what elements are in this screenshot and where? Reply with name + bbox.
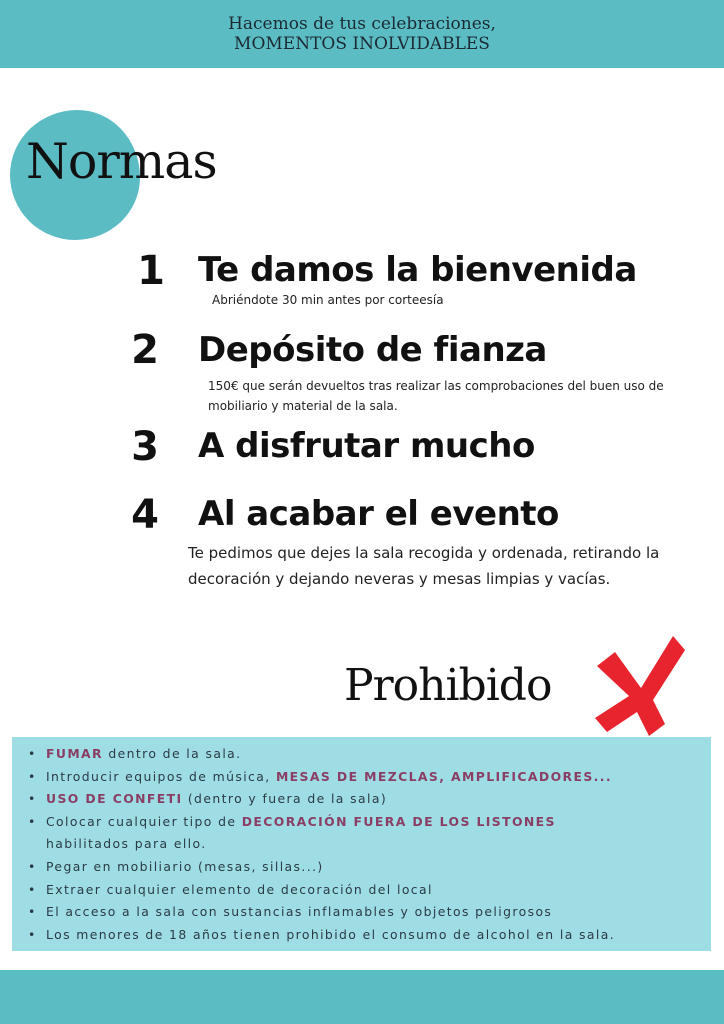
rule-2-description-line-1: 150€ que serán devueltos tras realizar las comprobaciones del buen uso de <box>208 379 664 393</box>
header-band <box>0 0 724 68</box>
prohibido-item-1-text: dentro de la sala. <box>103 746 242 761</box>
prohibido-item-2-highlight: MESAS DE MEZCLAS, AMPLIFICADORES... <box>275 768 612 784</box>
prohibido-item-8-text: Los menores de 18 años tienen prohibido el consumo de alcohol en la sala. <box>46 926 616 942</box>
prohibido-title: Prohibido <box>344 660 552 711</box>
rule-1-description: Abriéndote 30 min antes por corteesía <box>212 293 444 307</box>
prohibido-item-2-text: Introducir equipos de música, <box>46 768 276 784</box>
rule-3-number: 3 <box>131 424 159 470</box>
prohibido-item-4 <box>28 811 711 856</box>
rule-4-description-line-1: Te pedimos que dejes la sala recogida y ordenada, retirando la <box>188 544 660 562</box>
rule-4-number: 4 <box>131 492 159 538</box>
rule-1-number: 1 <box>137 248 165 294</box>
header-line-1: Hacemos de tus celebraciones, <box>228 14 496 34</box>
prohibido-box <box>12 737 711 951</box>
prohibido-item-6 <box>28 879 711 902</box>
prohibido-item-3-text: (dentro y fuera de la sala) <box>182 791 388 807</box>
prohibido-item-5-text: Pegar en mobiliario (mesas, sillas...) <box>46 858 324 874</box>
prohibido-item-4-highlight: DECORACIÓN FUERA DE LOS LISTONES <box>241 813 556 829</box>
rule-4-description <box>188 540 708 592</box>
red-x-icon <box>593 632 685 736</box>
rule-3-title: A disfrutar mucho <box>198 426 535 466</box>
prohibido-item-7-text: El acceso a la sala con sustancias inflamables y objetos peligrosos <box>46 904 553 920</box>
rule-4-description-line-2: decoración y dejando neveras y mesas limpias y vacías. <box>188 570 611 588</box>
prohibido-list <box>12 737 711 946</box>
rule-2-description-line-2: mobiliario y material de la sala. <box>208 399 398 413</box>
prohibido-item-3 <box>28 788 711 811</box>
prohibido-item-4-text: Colocar cualquier tipo de <box>46 813 242 829</box>
rule-4-title: Al acabar el evento <box>198 494 559 534</box>
prohibido-item-2 <box>28 766 711 789</box>
rule-2-number: 2 <box>131 327 159 373</box>
prohibido-item-8 <box>28 924 711 947</box>
normas-title: Normas <box>26 133 217 190</box>
prohibido-item-4-text-2: habilitados para ello. <box>46 836 207 852</box>
prohibido-item-1 <box>28 743 711 766</box>
prohibido-item-1-highlight: FUMAR <box>46 746 103 761</box>
rule-2-title: Depósito de fianza <box>198 330 547 370</box>
footer-band <box>0 970 724 1024</box>
rule-1-title: Te damos la bienvenida <box>198 250 637 290</box>
prohibido-item-7 <box>28 901 711 924</box>
prohibido-item-5 <box>28 856 711 879</box>
header-line-2: MOMENTOS INOLVIDABLES <box>234 34 490 54</box>
prohibido-item-6-text: Extraer cualquier elemento de decoración del local <box>46 881 433 897</box>
prohibido-item-3-highlight: USO DE CONFETI <box>46 791 183 807</box>
